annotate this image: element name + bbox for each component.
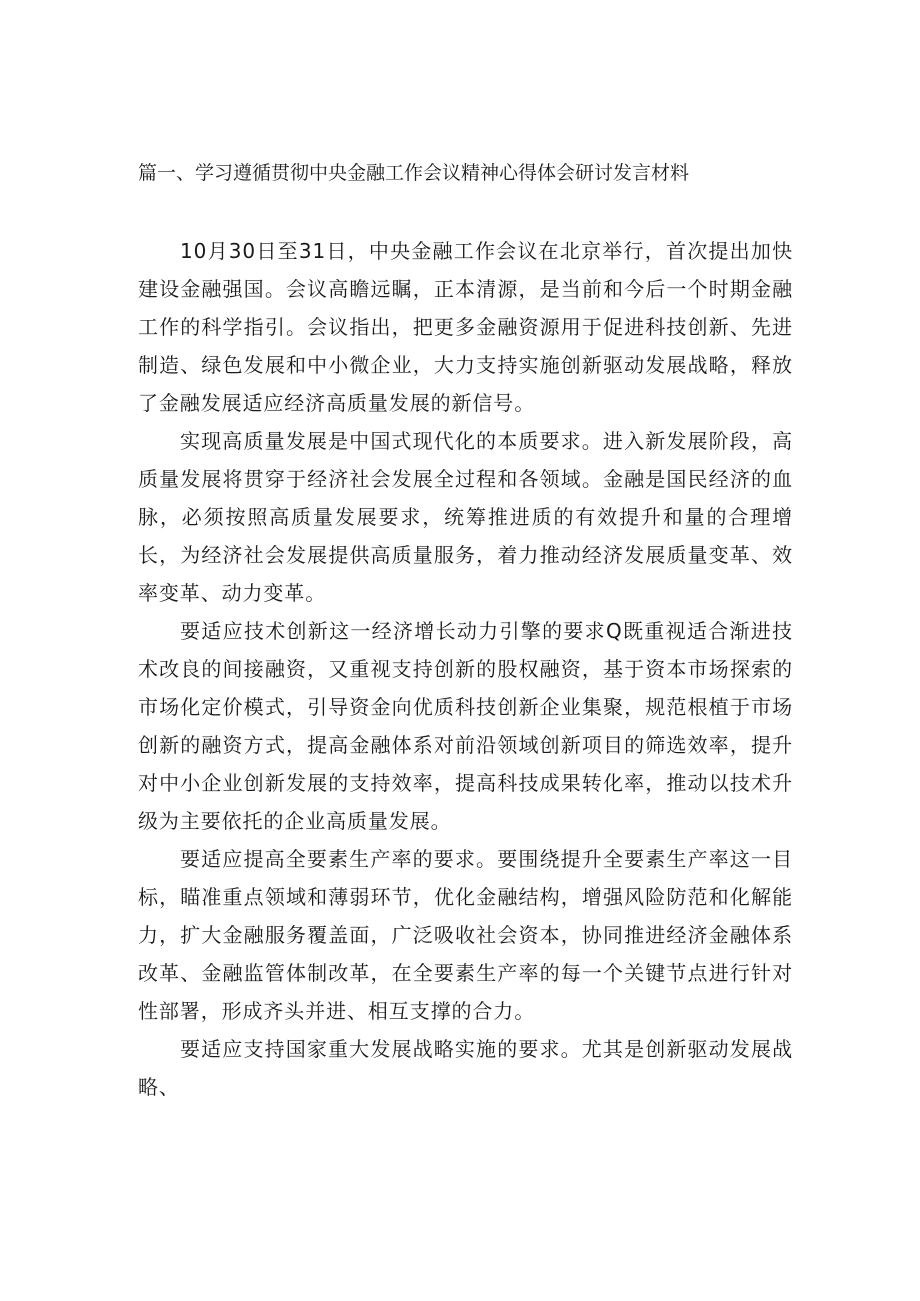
paragraph-3: 要适应技术创新这一经济增长动力引擎的要求Q既重视适合渐进技术改良的间接融资，又重视支持创新的股权融资，基于资本市场探索的市场化定价模式，引导资金向优质科技创新企业集聚，规范根植于市场创新的融资方式，提高金融体系对前沿领域创新项目的筛选效率，提升对中小企业创新发展的支持效率，提高科技成果转化率，推动以技术升级为主要依托的企业高质量发展。 bbox=[138, 619, 793, 833]
paragraph-1: 10月30日至31日，中央金融工作会议在北京举行，首次提出加快建设金融强国。会议高瞻远瞩，正本清源，是当前和今后一个时期金融工作的科学指引。会议指出，把更多金融资源用于促进科技创新、先进制造、绿色发展和中小微企业，大力支持实施创新驱动发展战略，释放了金融发展适应经济高质量发展的新信号。 bbox=[138, 239, 793, 415]
paragraph-4: 要适应提高全要素生产率的要求。要围绕提升全要素生产率这一目标，瞄准重点领域和薄弱环节，优化金融结构，增强风险防范和化解能力，扩大金融服务覆盖面，广泛吸收社会资本，协同推进经济金融体系改革、金融监管体制改革，在全要素生产率的每一个关键节点进行针对性部署，形成齐头并进、相互支撑的合力。 bbox=[138, 847, 793, 1023]
paragraph-2: 实现高质量发展是中国式现代化的本质要求。进入新发展阶段，高质量发展将贯穿于经济社会发展全过程和各领域。金融是国民经济的血脉，必须按照高质量发展要求，统筹推进质的有效提升和量的合理增长，为经济社会发展提供高质量服务，着力推动经济发展质量变革、效率变革、动力变革。 bbox=[138, 429, 793, 605]
document-body bbox=[138, 232, 793, 1106]
paragraph-5: 要适应支持国家重大发展战略实施的要求。尤其是创新驱动发展战略、 bbox=[138, 1037, 793, 1099]
document-title: 篇一、学习遵循贯彻中央金融工作会议精神心得体会研讨发言材料 bbox=[138, 162, 690, 184]
